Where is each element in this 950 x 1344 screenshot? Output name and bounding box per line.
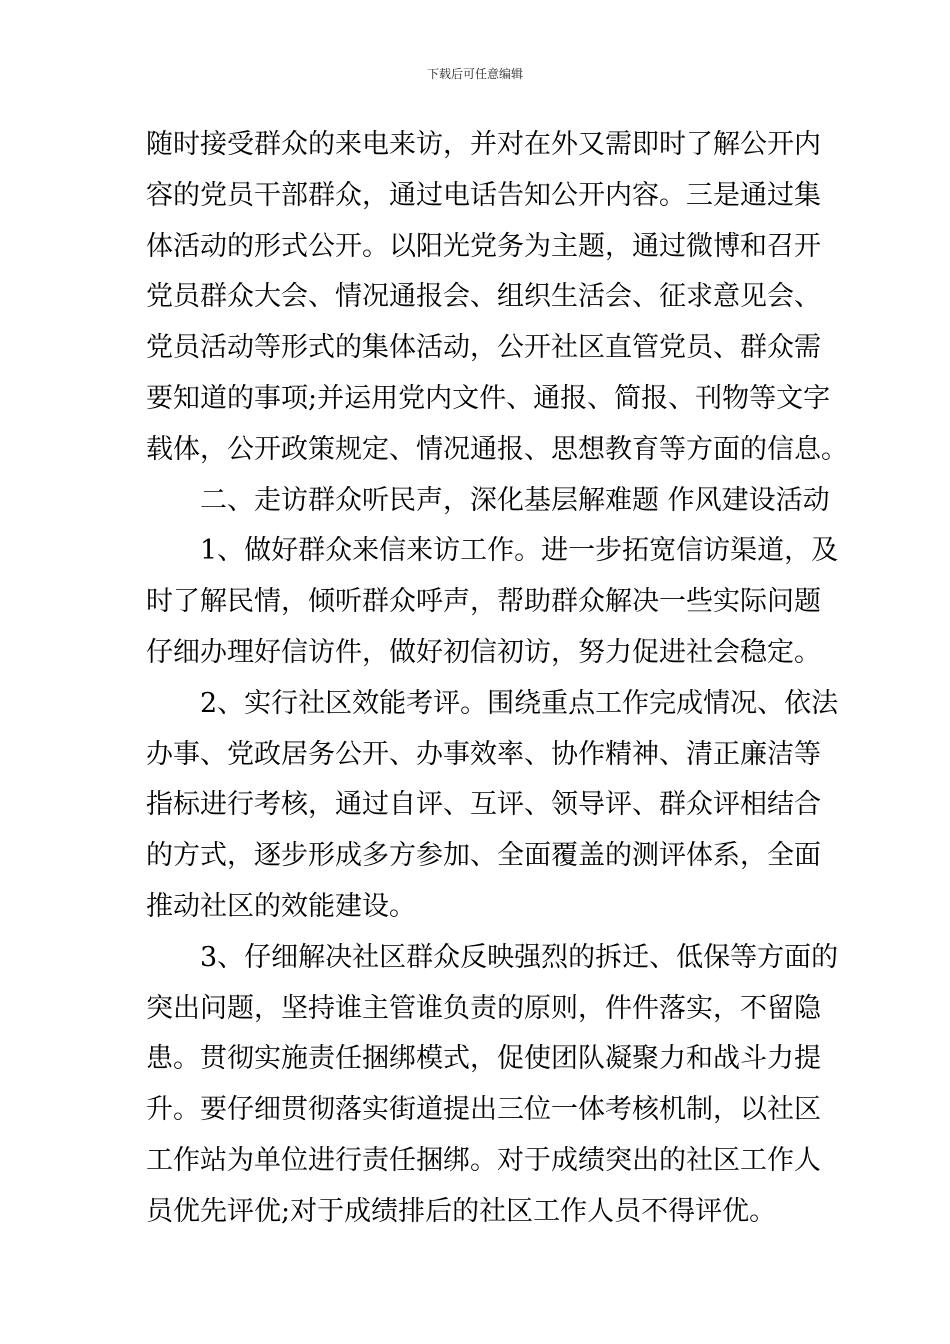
paragraph-line: 员优先评优;对于成绩排后的社区工作人员不得评优。 [146,1196,777,1227]
paragraph-line: 指标进行考核，通过自评、互评、领导评、群众评相结合 [146,789,821,820]
paragraph-line: 办事、党政居务公开、办事效率、协作精神、清正廉洁等 [146,739,821,770]
paragraph-line: 突出问题，坚持谁主管谁负责的原则，件件落实，不留隐 [146,993,821,1024]
paragraph-line: 患。贯彻实施责任捆绑模式，促使团队凝聚力和战斗力提 [146,1043,821,1074]
paragraph-line: 3、仔细解决社区群众反映强烈的拆迁、低保等方面的 [200,942,839,973]
section-heading: 二、走访群众听民声，深化基层解难题 作风建设活动 [200,485,830,516]
paragraph-line: 载体，公开政策规定、情况通报、思想教育等方面的信息。 [146,434,848,465]
paragraph-line: 随时接受群众的来电来访，并对在外又需即时了解公开内 [146,129,821,160]
paragraph-line: 时了解民情，倾听群众呼声，帮助群众解决一些实际问题 [146,586,821,617]
paragraph-line: 党员活动等形式的集体活动，公开社区直管党员、群众需 [146,332,821,363]
paragraph-line: 容的党员干部群众，通过电话告知公开内容。三是通过集 [146,180,821,211]
paragraph-line: 的方式，逐步形成多方参加、全面覆盖的测评体系，全面 [146,840,821,871]
paragraph-line: 推动社区的效能建设。 [146,891,416,922]
paragraph-line: 工作站为单位进行责任捆绑。对于成绩突出的社区工作人 [146,1145,821,1176]
paragraph-line: 要知道的事项;并运用党内文件、通报、简报、刊物等文字 [146,383,831,414]
paragraph-line: 仔细办理好信访件，做好初信初访，努力促进社会稳定。 [146,637,821,668]
paragraph-line: 体活动的形式公开。以阳光党务为主题，通过微博和召开 [146,231,821,262]
paragraph-line: 2、实行社区效能考评。围绕重点工作完成情况、依法 [200,688,839,719]
paragraph-line: 升。要仔细贯彻落实街道提出三位一体考核机制，以社区 [146,1094,821,1125]
page-header: 下载后可任意编辑 [426,67,523,81]
paragraph-line: 党员群众大会、情况通报会、组织生活会、征求意见会、 [146,281,821,312]
paragraph-line: 1、做好群众来信来访工作。进一步拓宽信访渠道，及 [200,535,839,566]
